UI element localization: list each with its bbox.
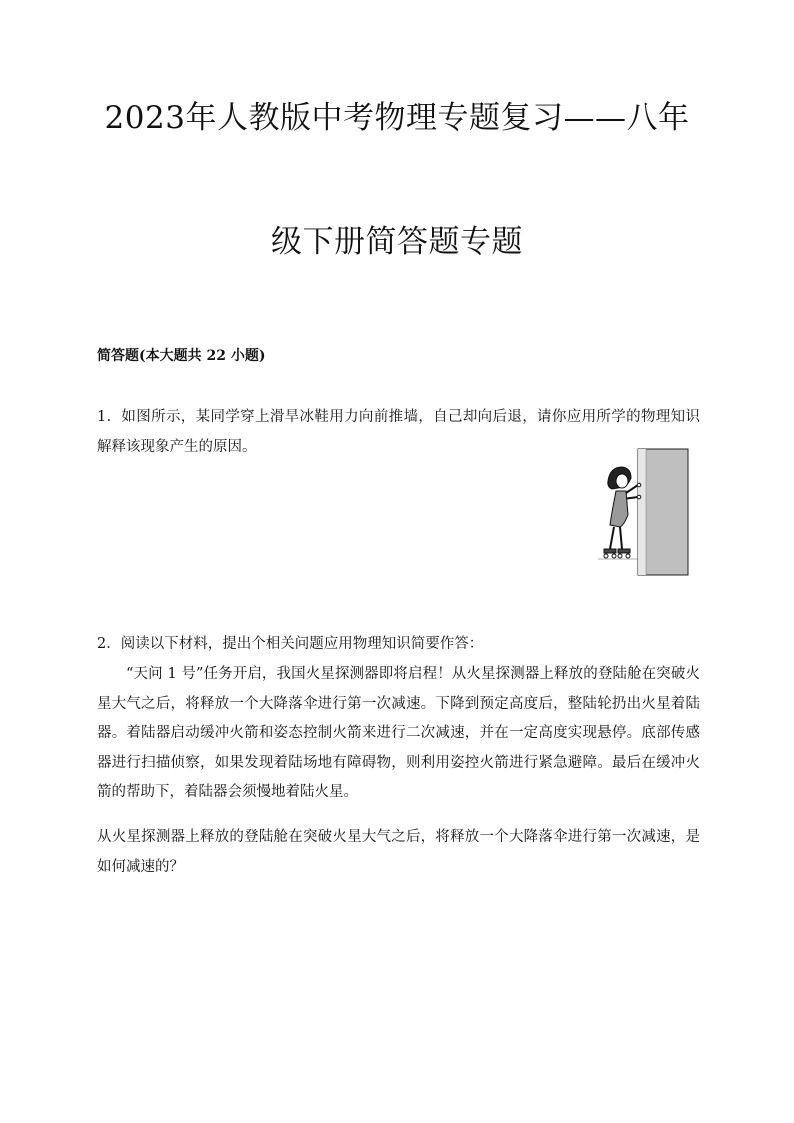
document-title-line-2: 级下册简答题专题 [271,224,523,260]
question-2-question: 从火星探测器上释放的登陆舱在突破火星大气之后，将释放一个大降落伞进行第一次减速，是如何减速的？ [97,829,700,875]
girl-pushing-wall-illustration [598,445,690,577]
question-2-material: “天问 1 号”任务开启，我国火星探测器即将启程！从火星探测器上释放的登陆舱在突破火星大气之后，将释放一个大降落伞进行第一次减速。下降到预定高度后，整陆轮扔出火星着陆器。着陆器启动缓冲火箭和姿态控制火箭来进行二次减速，并在一定高度实现悬停。底部传感器进行扫描侦察，如果发现着陆场地有障碍物，则利用姿控火箭进行紧急避障。最后在缓冲火箭的帮助下，着陆器会须慢地着陆火星。 [97,666,700,800]
girl-figure [604,467,641,558]
document-title-line-1: 2023年人教版中考物理专题复习——八年 [104,100,690,136]
section-heading: 简答题(本大题共 22 小题) [97,348,266,364]
question-2-title: 2．阅读以下材料，提出个相关问题应用物理知识简要作答： [97,636,484,652]
question-1-text: 1．如图所示，某同学穿上滑旱冰鞋用力向前推墙，自己却向后退，请你应用所学的物理知识解释该现象产生的原因。 [97,409,700,455]
